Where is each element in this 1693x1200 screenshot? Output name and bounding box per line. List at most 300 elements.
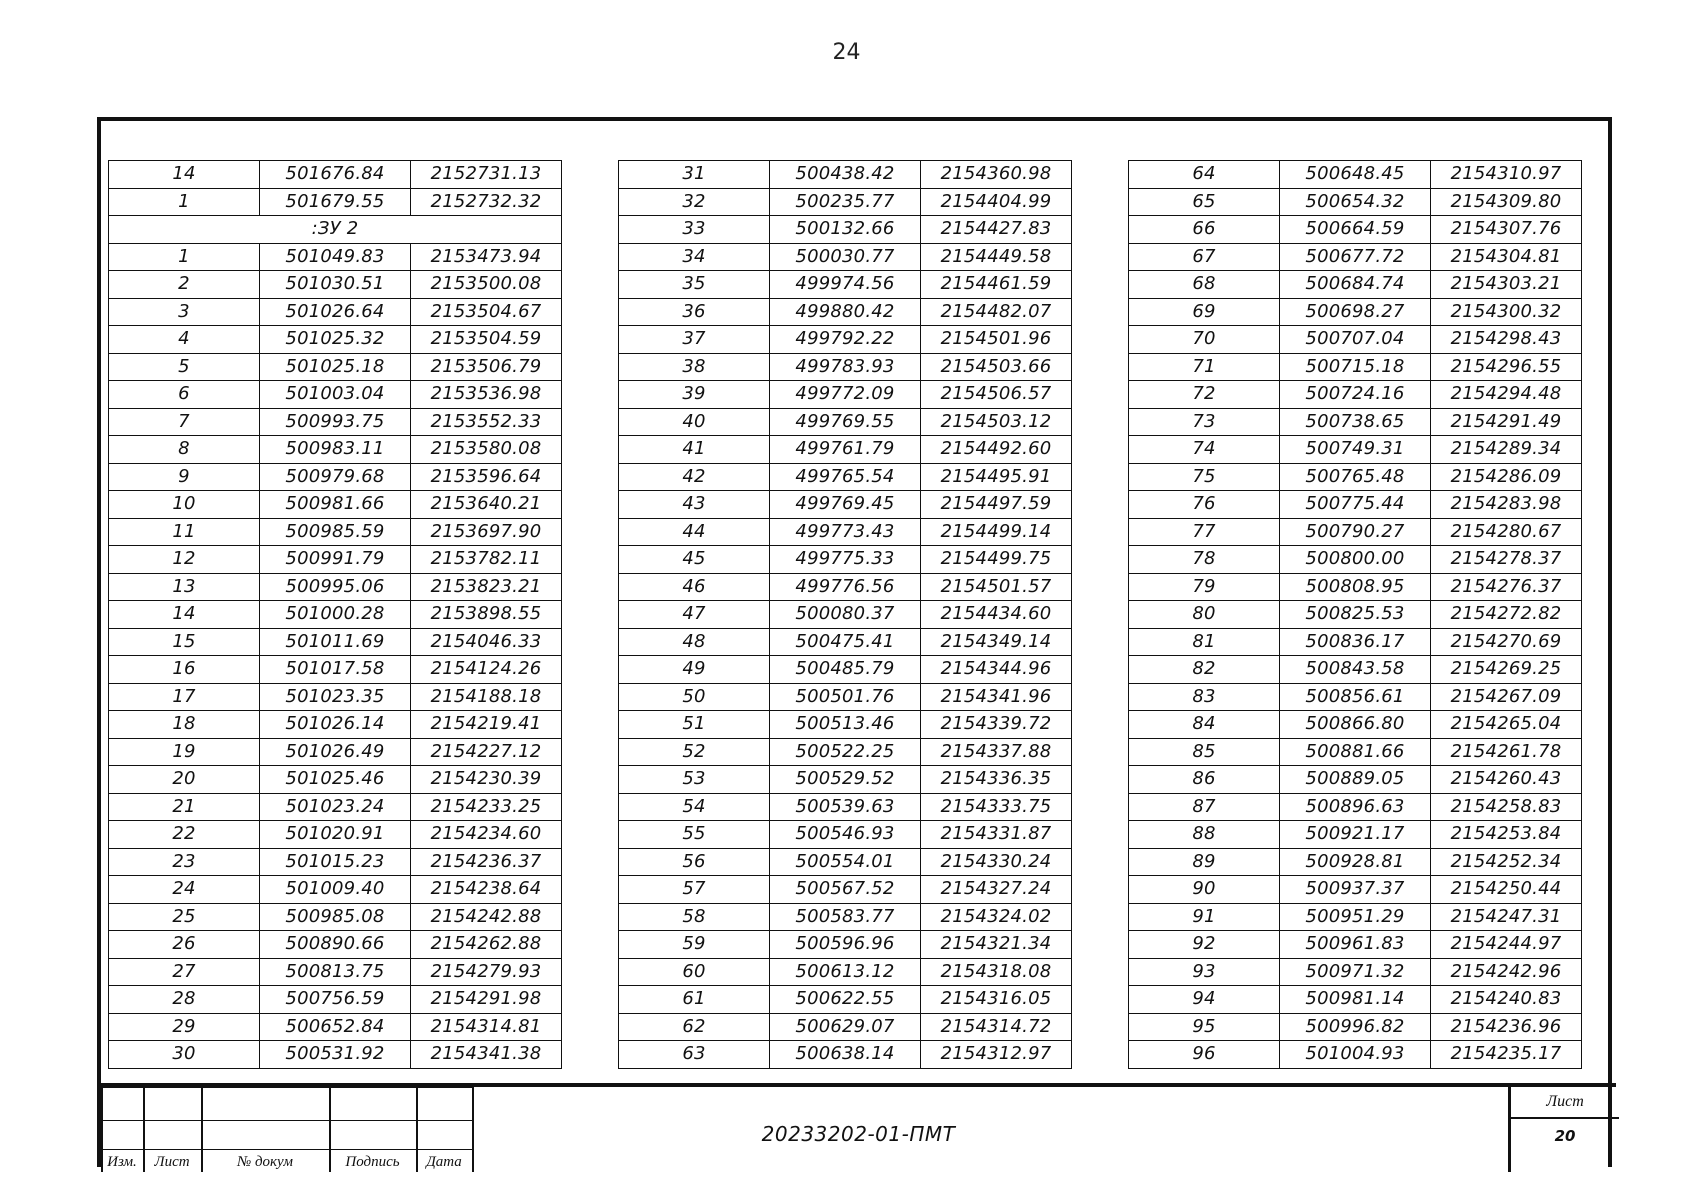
page-number: 24 <box>832 40 861 65</box>
point-number-cell: 45 <box>619 546 770 574</box>
x-coordinate-cell: 499775.33 <box>770 546 921 574</box>
point-number-cell: 1 <box>109 243 260 271</box>
y-coordinate-cell: 2154331.87 <box>921 821 1072 849</box>
y-coordinate-cell: 2154312.97 <box>921 1041 1072 1069</box>
point-number-cell: 63 <box>619 1041 770 1069</box>
point-number-cell: 82 <box>1129 656 1280 684</box>
point-number-cell: 69 <box>1129 298 1280 326</box>
x-coordinate-cell: 500629.07 <box>770 1013 921 1041</box>
point-number-cell: 37 <box>619 326 770 354</box>
y-coordinate-cell: 2154250.44 <box>1431 876 1582 904</box>
y-coordinate-cell: 2154247.31 <box>1431 903 1582 931</box>
y-coordinate-cell: 2154242.88 <box>411 903 562 931</box>
point-number-cell: 23 <box>109 848 260 876</box>
y-coordinate-cell: 2154341.38 <box>411 1041 562 1069</box>
label-sign: Подпись <box>345 1154 400 1170</box>
table-row <box>109 986 562 1014</box>
x-coordinate-cell: 500724.16 <box>1280 381 1431 409</box>
y-coordinate-cell: 2153536.98 <box>411 381 562 409</box>
x-coordinate-cell: 500567.52 <box>770 876 921 904</box>
coordinates-table-2 <box>618 160 1072 1069</box>
point-number-cell: 49 <box>619 656 770 684</box>
point-number-cell: 70 <box>1129 326 1280 354</box>
table-row <box>619 436 1072 464</box>
point-number-cell: 2 <box>109 271 260 299</box>
y-coordinate-cell: 2154499.14 <box>921 518 1072 546</box>
point-number-cell: 13 <box>109 573 260 601</box>
y-coordinate-cell: 2153580.08 <box>411 436 562 464</box>
label-doc: № докум <box>237 1154 293 1170</box>
x-coordinate-cell: 500983.11 <box>260 436 411 464</box>
point-number-cell: 46 <box>619 573 770 601</box>
point-number-cell: 76 <box>1129 491 1280 519</box>
x-coordinate-cell: 500928.81 <box>1280 848 1431 876</box>
point-number-cell: 52 <box>619 738 770 766</box>
table-row <box>619 876 1072 904</box>
y-coordinate-cell: 2154262.88 <box>411 931 562 959</box>
point-number-cell: 64 <box>1129 161 1280 189</box>
table-row <box>1129 931 1582 959</box>
point-number-cell: 30 <box>109 1041 260 1069</box>
table-row <box>109 518 562 546</box>
y-coordinate-cell: 2154235.17 <box>1431 1041 1582 1069</box>
point-number-cell: 31 <box>619 161 770 189</box>
table-row <box>109 766 562 794</box>
x-coordinate-cell: 500800.00 <box>1280 546 1431 574</box>
point-number-cell: 7 <box>109 408 260 436</box>
x-coordinate-cell: 500531.92 <box>260 1041 411 1069</box>
y-coordinate-cell: 2153596.64 <box>411 463 562 491</box>
x-coordinate-cell: 499769.55 <box>770 408 921 436</box>
table-row <box>1129 628 1582 656</box>
y-coordinate-cell: 2153506.79 <box>411 353 562 381</box>
table-row <box>109 903 562 931</box>
stamp-row-line <box>101 1149 474 1150</box>
x-coordinate-cell: 500890.66 <box>260 931 411 959</box>
x-coordinate-cell: 500951.29 <box>1280 903 1431 931</box>
point-number-cell: 3 <box>109 298 260 326</box>
x-coordinate-cell: 500652.84 <box>260 1013 411 1041</box>
table-row <box>619 188 1072 216</box>
point-number-cell: 24 <box>109 876 260 904</box>
table-row <box>109 463 562 491</box>
x-coordinate-cell: 501676.84 <box>260 161 411 189</box>
point-number-cell: 75 <box>1129 463 1280 491</box>
y-coordinate-cell: 2154503.12 <box>921 408 1072 436</box>
y-coordinate-cell: 2154304.81 <box>1431 243 1582 271</box>
table-row <box>1129 958 1582 986</box>
y-coordinate-cell: 2154252.34 <box>1431 848 1582 876</box>
point-number-cell: 12 <box>109 546 260 574</box>
y-coordinate-cell: 2154309.80 <box>1431 188 1582 216</box>
x-coordinate-cell: 500995.06 <box>260 573 411 601</box>
point-number-cell: 85 <box>1129 738 1280 766</box>
y-coordinate-cell: 2154360.98 <box>921 161 1072 189</box>
table-row <box>1129 793 1582 821</box>
table-row <box>619 931 1072 959</box>
point-number-cell: 60 <box>619 958 770 986</box>
x-coordinate-cell: 500698.27 <box>1280 298 1431 326</box>
table-row <box>1129 903 1582 931</box>
point-number-cell: 54 <box>619 793 770 821</box>
point-number-cell: 44 <box>619 518 770 546</box>
x-coordinate-cell: 499880.42 <box>770 298 921 326</box>
table-row <box>619 161 1072 189</box>
point-number-cell: 93 <box>1129 958 1280 986</box>
table-row <box>1129 326 1582 354</box>
y-coordinate-cell: 2154339.72 <box>921 711 1072 739</box>
table-row <box>619 958 1072 986</box>
x-coordinate-cell: 500961.83 <box>1280 931 1431 959</box>
point-number-cell: 59 <box>619 931 770 959</box>
x-coordinate-cell: 500993.75 <box>260 408 411 436</box>
x-coordinate-cell: 500648.45 <box>1280 161 1431 189</box>
x-coordinate-cell: 500080.37 <box>770 601 921 629</box>
point-number-cell: 83 <box>1129 683 1280 711</box>
x-coordinate-cell: 500583.77 <box>770 903 921 931</box>
y-coordinate-cell: 2154278.37 <box>1431 546 1582 574</box>
point-number-cell: 14 <box>109 161 260 189</box>
point-number-cell: 32 <box>619 188 770 216</box>
y-coordinate-cell: 2154289.34 <box>1431 436 1582 464</box>
y-coordinate-cell: 2154314.81 <box>411 1013 562 1041</box>
x-coordinate-cell: 499974.56 <box>770 271 921 299</box>
point-number-cell: 9 <box>109 463 260 491</box>
point-number-cell: 5 <box>109 353 260 381</box>
x-coordinate-cell: 499783.93 <box>770 353 921 381</box>
point-number-cell: 88 <box>1129 821 1280 849</box>
x-coordinate-cell: 500554.01 <box>770 848 921 876</box>
y-coordinate-cell: 2154286.09 <box>1431 463 1582 491</box>
y-coordinate-cell: 2153504.67 <box>411 298 562 326</box>
y-coordinate-cell: 2154501.96 <box>921 326 1072 354</box>
y-coordinate-cell: 2154492.60 <box>921 436 1072 464</box>
y-coordinate-cell: 2154188.18 <box>411 683 562 711</box>
x-coordinate-cell: 500889.05 <box>1280 766 1431 794</box>
x-coordinate-cell: 500501.76 <box>770 683 921 711</box>
x-coordinate-cell: 501026.14 <box>260 711 411 739</box>
y-coordinate-cell: 2154307.76 <box>1431 216 1582 244</box>
x-coordinate-cell: 499772.09 <box>770 381 921 409</box>
table-row <box>1129 381 1582 409</box>
point-number-cell: 4 <box>109 326 260 354</box>
y-coordinate-cell: 2154324.02 <box>921 903 1072 931</box>
point-number-cell: 8 <box>109 436 260 464</box>
sheet-number: 20 <box>1554 1127 1576 1145</box>
x-coordinate-cell: 500765.48 <box>1280 463 1431 491</box>
x-coordinate-cell: 500715.18 <box>1280 353 1431 381</box>
table-row <box>1129 243 1582 271</box>
y-coordinate-cell: 2154279.93 <box>411 958 562 986</box>
point-number-cell: 81 <box>1129 628 1280 656</box>
table-row <box>1129 216 1582 244</box>
y-coordinate-cell: 2154272.82 <box>1431 601 1582 629</box>
title-block <box>101 1087 1616 1172</box>
point-number-cell: 53 <box>619 766 770 794</box>
table-row <box>1129 463 1582 491</box>
table-row <box>109 1041 562 1069</box>
point-number-cell: 84 <box>1129 711 1280 739</box>
x-coordinate-cell: 500836.17 <box>1280 628 1431 656</box>
stamp-row-line <box>101 1120 474 1121</box>
x-coordinate-cell: 500971.32 <box>1280 958 1431 986</box>
table-row <box>109 546 562 574</box>
point-number-cell: 71 <box>1129 353 1280 381</box>
table-row <box>1129 711 1582 739</box>
y-coordinate-cell: 2154506.57 <box>921 381 1072 409</box>
y-coordinate-cell: 2154344.96 <box>921 656 1072 684</box>
table-row <box>619 573 1072 601</box>
x-coordinate-cell: 499776.56 <box>770 573 921 601</box>
point-number-cell: 96 <box>1129 1041 1280 1069</box>
x-coordinate-cell: 500991.79 <box>260 546 411 574</box>
point-number-cell: 39 <box>619 381 770 409</box>
table-row <box>109 876 562 904</box>
table-row <box>1129 436 1582 464</box>
y-coordinate-cell: 2154219.41 <box>411 711 562 739</box>
table-row <box>619 738 1072 766</box>
table-row <box>109 958 562 986</box>
point-number-cell: 89 <box>1129 848 1280 876</box>
x-coordinate-cell: 500843.58 <box>1280 656 1431 684</box>
x-coordinate-cell: 500813.75 <box>260 958 411 986</box>
point-number-cell: 15 <box>109 628 260 656</box>
point-number-cell: 92 <box>1129 931 1280 959</box>
table-row <box>619 656 1072 684</box>
table-row <box>619 766 1072 794</box>
y-coordinate-cell: 2154336.35 <box>921 766 1072 794</box>
table-row <box>1129 491 1582 519</box>
x-coordinate-cell: 501004.93 <box>1280 1041 1431 1069</box>
x-coordinate-cell: 500654.32 <box>1280 188 1431 216</box>
x-coordinate-cell: 500985.59 <box>260 518 411 546</box>
point-number-cell: 95 <box>1129 1013 1280 1041</box>
table-row <box>1129 601 1582 629</box>
table-row <box>619 628 1072 656</box>
y-coordinate-cell: 2152732.32 <box>411 188 562 216</box>
x-coordinate-cell: 501011.69 <box>260 628 411 656</box>
table-row <box>1129 271 1582 299</box>
x-coordinate-cell: 500596.96 <box>770 931 921 959</box>
y-coordinate-cell: 2154258.83 <box>1431 793 1582 821</box>
x-coordinate-cell: 500684.74 <box>1280 271 1431 299</box>
y-coordinate-cell: 2154427.83 <box>921 216 1072 244</box>
point-number-cell: 50 <box>619 683 770 711</box>
y-coordinate-cell: 2153504.59 <box>411 326 562 354</box>
point-number-cell: 79 <box>1129 573 1280 601</box>
point-number-cell: 1 <box>109 188 260 216</box>
y-coordinate-cell: 2154300.32 <box>1431 298 1582 326</box>
y-coordinate-cell: 2154327.24 <box>921 876 1072 904</box>
table-row <box>109 436 562 464</box>
y-coordinate-cell: 2153500.08 <box>411 271 562 299</box>
point-number-cell: 41 <box>619 436 770 464</box>
x-coordinate-cell: 500485.79 <box>770 656 921 684</box>
table-row <box>109 656 562 684</box>
table-row <box>1129 573 1582 601</box>
point-number-cell: 61 <box>619 986 770 1014</box>
table-row <box>109 683 562 711</box>
x-coordinate-cell: 500937.37 <box>1280 876 1431 904</box>
point-number-cell: 6 <box>109 381 260 409</box>
x-coordinate-cell: 499792.22 <box>770 326 921 354</box>
table-row <box>1129 821 1582 849</box>
table-row <box>109 573 562 601</box>
y-coordinate-cell: 2154270.69 <box>1431 628 1582 656</box>
point-number-cell: 47 <box>619 601 770 629</box>
section-label: :ЗУ 2 <box>109 216 562 244</box>
x-coordinate-cell: 500475.41 <box>770 628 921 656</box>
x-coordinate-cell: 501023.24 <box>260 793 411 821</box>
y-coordinate-cell: 2154291.98 <box>411 986 562 1014</box>
table-row <box>1129 986 1582 1014</box>
point-number-cell: 21 <box>109 793 260 821</box>
point-number-cell: 34 <box>619 243 770 271</box>
point-number-cell: 87 <box>1129 793 1280 821</box>
y-coordinate-cell: 2154283.98 <box>1431 491 1582 519</box>
y-coordinate-cell: 2154503.66 <box>921 353 1072 381</box>
point-number-cell: 78 <box>1129 546 1280 574</box>
x-coordinate-cell: 501015.23 <box>260 848 411 876</box>
y-coordinate-cell: 2154265.04 <box>1431 711 1582 739</box>
x-coordinate-cell: 500825.53 <box>1280 601 1431 629</box>
y-coordinate-cell: 2153782.11 <box>411 546 562 574</box>
y-coordinate-cell: 2154434.60 <box>921 601 1072 629</box>
point-number-cell: 74 <box>1129 436 1280 464</box>
y-coordinate-cell: 2153640.21 <box>411 491 562 519</box>
point-number-cell: 72 <box>1129 381 1280 409</box>
y-coordinate-cell: 2154482.07 <box>921 298 1072 326</box>
point-number-cell: 35 <box>619 271 770 299</box>
y-coordinate-cell: 2154337.88 <box>921 738 1072 766</box>
table-row <box>109 821 562 849</box>
y-coordinate-cell: 2154333.75 <box>921 793 1072 821</box>
table-row <box>619 298 1072 326</box>
y-coordinate-cell: 2154242.96 <box>1431 958 1582 986</box>
point-number-cell: 38 <box>619 353 770 381</box>
x-coordinate-cell: 501003.04 <box>260 381 411 409</box>
x-coordinate-cell: 500438.42 <box>770 161 921 189</box>
y-coordinate-cell: 2153552.33 <box>411 408 562 436</box>
x-coordinate-cell: 500775.44 <box>1280 491 1431 519</box>
table-row <box>619 271 1072 299</box>
y-coordinate-cell: 2154316.05 <box>921 986 1072 1014</box>
table-row <box>619 216 1072 244</box>
x-coordinate-cell: 501023.35 <box>260 683 411 711</box>
table-row <box>619 903 1072 931</box>
y-coordinate-cell: 2154495.91 <box>921 463 1072 491</box>
point-number-cell: 27 <box>109 958 260 986</box>
x-coordinate-cell: 500756.59 <box>260 986 411 1014</box>
table-row <box>619 793 1072 821</box>
y-coordinate-cell: 2154236.37 <box>411 848 562 876</box>
y-coordinate-cell: 2154227.12 <box>411 738 562 766</box>
table-row <box>619 463 1072 491</box>
x-coordinate-cell: 501000.28 <box>260 601 411 629</box>
section-header-row <box>109 216 562 244</box>
coordinates-table-1 <box>108 160 562 1069</box>
x-coordinate-cell: 500622.55 <box>770 986 921 1014</box>
table-row <box>109 738 562 766</box>
table-row <box>109 188 562 216</box>
y-coordinate-cell: 2154124.26 <box>411 656 562 684</box>
y-coordinate-cell: 2154310.97 <box>1431 161 1582 189</box>
table-row <box>1129 848 1582 876</box>
table-row <box>109 793 562 821</box>
y-coordinate-cell: 2154230.39 <box>411 766 562 794</box>
x-coordinate-cell: 500921.17 <box>1280 821 1431 849</box>
table-row <box>1129 188 1582 216</box>
table-row <box>619 243 1072 271</box>
x-coordinate-cell: 501679.55 <box>260 188 411 216</box>
point-number-cell: 18 <box>109 711 260 739</box>
point-number-cell: 22 <box>109 821 260 849</box>
table-row <box>1129 738 1582 766</box>
point-number-cell: 66 <box>1129 216 1280 244</box>
table-row <box>619 518 1072 546</box>
coordinates-table-3 <box>1128 160 1582 1069</box>
y-coordinate-cell: 2154298.43 <box>1431 326 1582 354</box>
table-row <box>1129 353 1582 381</box>
y-coordinate-cell: 2154253.84 <box>1431 821 1582 849</box>
y-coordinate-cell: 2154291.49 <box>1431 408 1582 436</box>
x-coordinate-cell: 500030.77 <box>770 243 921 271</box>
point-number-cell: 25 <box>109 903 260 931</box>
table-row <box>1129 766 1582 794</box>
point-number-cell: 19 <box>109 738 260 766</box>
document-code: 20233202-01-ПМТ <box>761 1122 956 1146</box>
x-coordinate-cell: 500522.25 <box>770 738 921 766</box>
y-coordinate-cell: 2154234.60 <box>411 821 562 849</box>
sheet-box <box>1508 1087 1619 1172</box>
x-coordinate-cell: 500996.82 <box>1280 1013 1431 1041</box>
x-coordinate-cell: 501049.83 <box>260 243 411 271</box>
table-row <box>109 243 562 271</box>
table-row <box>109 298 562 326</box>
point-number-cell: 42 <box>619 463 770 491</box>
x-coordinate-cell: 500638.14 <box>770 1041 921 1069</box>
y-coordinate-cell: 2154318.08 <box>921 958 1072 986</box>
point-number-cell: 20 <box>109 766 260 794</box>
y-coordinate-cell: 2154240.83 <box>1431 986 1582 1014</box>
point-number-cell: 43 <box>619 491 770 519</box>
y-coordinate-cell: 2154236.96 <box>1431 1013 1582 1041</box>
table-row <box>619 821 1072 849</box>
x-coordinate-cell: 500896.63 <box>1280 793 1431 821</box>
point-number-cell: 57 <box>619 876 770 904</box>
table-row <box>619 601 1072 629</box>
x-coordinate-cell: 500749.31 <box>1280 436 1431 464</box>
point-number-cell: 36 <box>619 298 770 326</box>
point-number-cell: 10 <box>109 491 260 519</box>
y-coordinate-cell: 2153473.94 <box>411 243 562 271</box>
point-number-cell: 48 <box>619 628 770 656</box>
y-coordinate-cell: 2153898.55 <box>411 601 562 629</box>
x-coordinate-cell: 500513.46 <box>770 711 921 739</box>
y-coordinate-cell: 2154501.57 <box>921 573 1072 601</box>
x-coordinate-cell: 501026.64 <box>260 298 411 326</box>
y-coordinate-cell: 2154046.33 <box>411 628 562 656</box>
x-coordinate-cell: 500529.52 <box>770 766 921 794</box>
point-number-cell: 58 <box>619 903 770 931</box>
y-coordinate-cell: 2154449.58 <box>921 243 1072 271</box>
x-coordinate-cell: 501030.51 <box>260 271 411 299</box>
table-row <box>109 711 562 739</box>
y-coordinate-cell: 2154280.67 <box>1431 518 1582 546</box>
x-coordinate-cell: 500738.65 <box>1280 408 1431 436</box>
x-coordinate-cell: 500981.66 <box>260 491 411 519</box>
point-number-cell: 17 <box>109 683 260 711</box>
